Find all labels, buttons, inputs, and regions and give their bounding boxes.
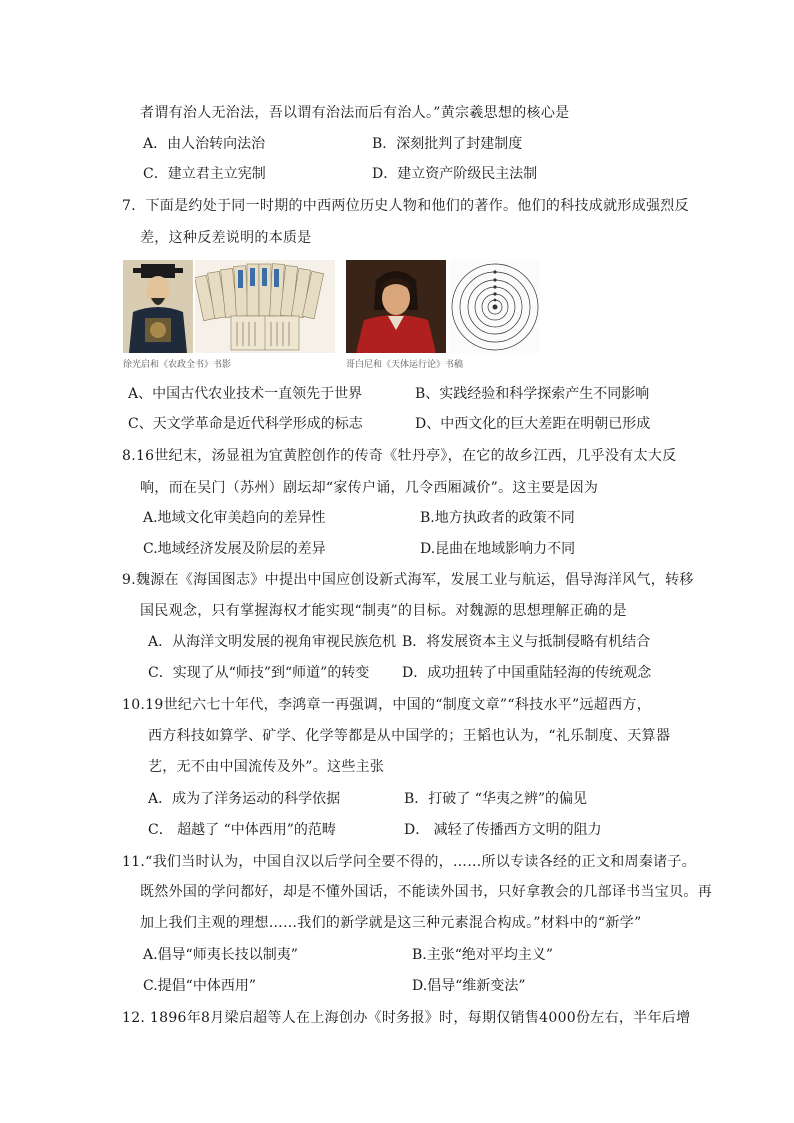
q10-option-a[interactable]: A．成为了洋务运动的科学依据: [148, 791, 341, 807]
q9-stem-line-2: 国民观念，只有掌握海权才能实现“制夷”的目标。对魏源的思想理解正确的是: [140, 603, 627, 619]
xu-guangqi-portrait: [123, 260, 193, 353]
q7-option-b[interactable]: B、实践经验和科学探索产生不同影响: [415, 386, 650, 402]
q7-stem-line-2: 差，这种反差说明的本质是: [140, 230, 312, 246]
q10-option-d[interactable]: D． 减轻了传播西方文明的阻力: [404, 822, 602, 838]
q11-option-d[interactable]: D.倡导“维新变法”: [412, 978, 526, 994]
q7-option-a[interactable]: A、中国古代农业技术一直领先于世界: [128, 386, 363, 402]
q8-stem-line-2: 响，而在吴门（苏州）剧坛却“家传户诵，几令西厢减价”。这主要是因为: [140, 480, 599, 496]
caption-xu-guangqi: 徐光启和《农政全书》书影: [123, 360, 232, 370]
q6-option-c[interactable]: C．建立君主立宪制: [143, 166, 266, 182]
q11-stem-line-2: 既然外国的学问都好，却是不懂外国话，不能读外国书，只好拿教会的几部译书当宝贝。再: [140, 884, 712, 900]
heliocentric-diagram: [450, 260, 540, 353]
q11-option-b[interactable]: B.主张“绝对平均主义”: [412, 947, 554, 963]
q9-stem-line-1: 9.魏源在《海国图志》中提出中国应创设新式海军，发展工业与航运，倡导海洋风气，转移: [122, 572, 694, 588]
q6-option-d[interactable]: D．建立资产阶级民主法制: [372, 166, 538, 182]
q8-option-a[interactable]: A.地域文化审美趋向的差异性: [143, 510, 326, 526]
q7-option-d[interactable]: D、中西文化的巨大差距在明朝已形成: [415, 416, 651, 432]
q10-stem-line-3: 艺，无不由中国流传及外”。这些主张: [148, 759, 385, 775]
copernicus-portrait: [346, 260, 446, 353]
q10-stem-line-2: 西方科技如算学、矿学、化学等都是从中国学的；王韬也认为，“礼乐制度、天算器: [148, 728, 671, 744]
caption-copernicus: 哥白尼和《天体运行论》书稿: [346, 360, 464, 370]
q7-stem-line-1: 7．下面是约处于同一时期的中西两位历史人物和他们的著作。他们的科技成就形成强烈反: [122, 198, 689, 214]
q9-option-c[interactable]: C．实现了从“师技”到“师道”的转变: [148, 665, 370, 681]
q6-option-b[interactable]: B．深刻批判了封建制度: [372, 136, 523, 152]
q10-option-c[interactable]: C． 超越了 “中体西用”的范畴: [148, 822, 336, 838]
q11-option-a[interactable]: A.倡导“师夷长技以制夷”: [143, 947, 298, 963]
q11-stem-line-3: 加上我们主观的理想……我们的新学就是这三种元素混合构成。”材料中的“新学”: [140, 915, 642, 931]
q9-option-b[interactable]: B．将发展资本主义与抵制侵略有机结合: [402, 634, 651, 650]
q10-option-b[interactable]: B．打破了 “华夷之辨”的偏见: [404, 791, 588, 807]
q8-option-d[interactable]: D.昆曲在地域影响力不同: [420, 541, 576, 557]
q10-stem-line-1: 10.19世纪六七十年代，李鸿章一再强调，中国的“制度文章”“科技水平”远超西方，: [122, 697, 652, 713]
q6-option-a[interactable]: A．由人治转向法治: [143, 136, 266, 152]
q11-option-c[interactable]: C.提倡“中体西用”: [143, 978, 256, 994]
q9-option-a[interactable]: A．从海洋文明发展的视角审视民族危机: [148, 634, 397, 650]
nongzheng-quanshu-books: [195, 260, 335, 353]
q11-stem-line-1: 11.“我们当时认为，中国自汉以后学问全要不得的，……所以专读各经的正文和周秦诸子。: [122, 854, 697, 870]
q8-stem-line-1: 8.16世纪末，汤显祖为宜黄腔创作的传奇《牡丹亭》，在它的故乡江西，几乎没有太大反: [122, 448, 677, 464]
q9-option-d[interactable]: D．成功扭转了中国重陆轻海的传统观念: [402, 665, 652, 681]
q6-stem-line: 者谓有治人无治法，吾以谓有治法而后有治人。”黄宗羲思想的核心是: [140, 105, 570, 121]
q8-option-c[interactable]: C.地域经济发展及阶层的差异: [143, 541, 326, 557]
q12-stem-line-1: 12. 1896年8月梁启超等人在上海创办《时务报》时，每期仅销售4000份左右，半年后增: [122, 1010, 691, 1026]
q8-option-b[interactable]: B.地方执政者的政策不同: [420, 510, 575, 526]
q7-option-c[interactable]: C、天文学革命是近代科学形成的标志: [128, 416, 363, 432]
